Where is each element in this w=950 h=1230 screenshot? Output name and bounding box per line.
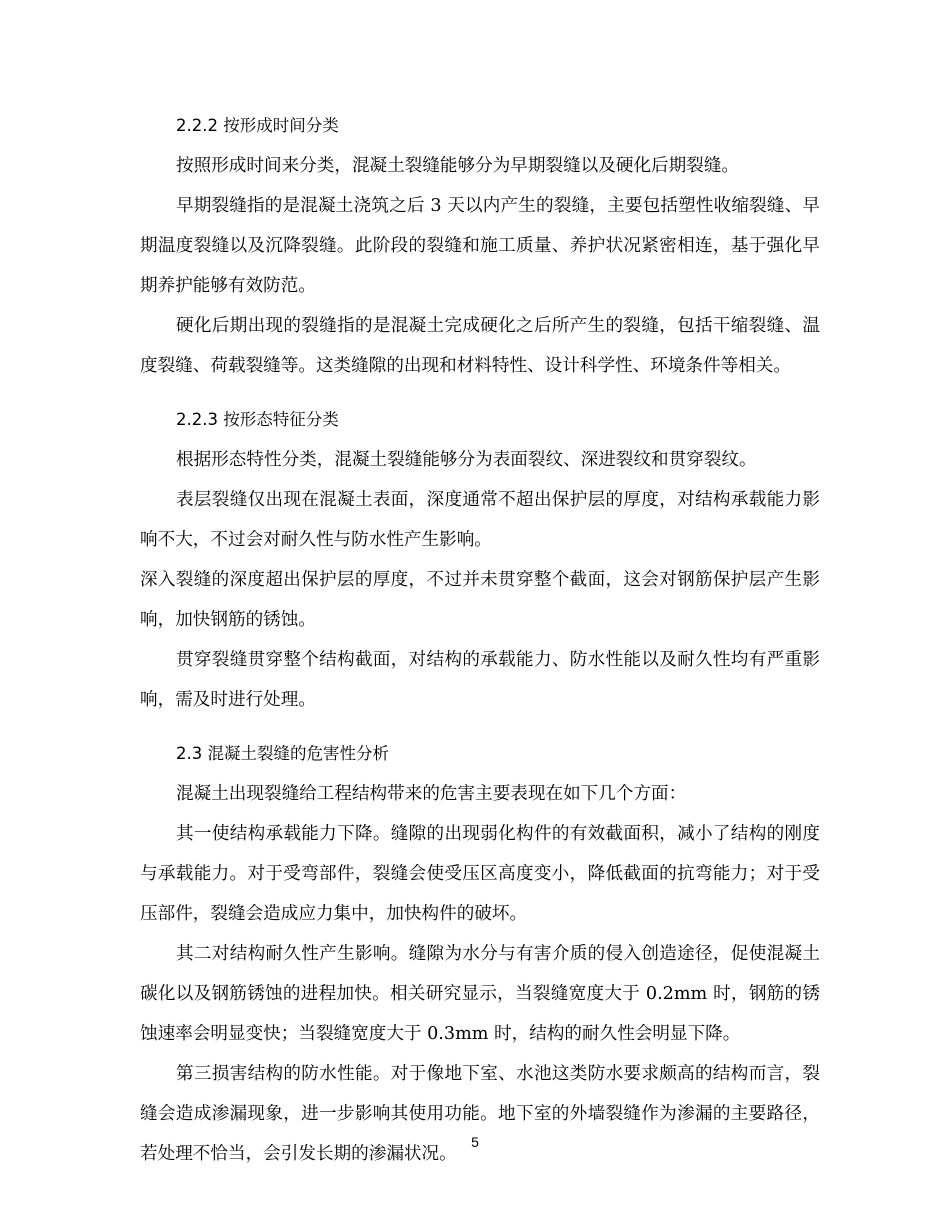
paragraph: 根据形态特性分类，混凝土裂缝能够分为表面裂纹、深进裂纹和贯穿裂纹。 xyxy=(176,450,757,470)
paragraph: 其一使结构承载能力下降。缝隙的出现弱化构件的有效截面积，减小了结构的刚度与承载能力。对于受弯部件，裂缝会使受压区高度变小，降低截面的抗弯能力；对于受压部件，裂缝会造成应力集中，加快构件的破坏。 xyxy=(140,824,820,924)
section-heading-2-2-3: 2.2.3 按形态特征分类 xyxy=(176,410,339,429)
paragraph: 第三损害结构的防水性能。对于像地下室、水池这类防水要求颇高的结构而言，裂缝会造成渗漏现象，进一步影响其使用功能。地下室的外墙裂缝作为渗漏的主要路径，若处理不恰当，会引发长期的渗漏状况。 xyxy=(140,1064,820,1164)
paragraph: 早期裂缝指的是混凝土浇筑之后 3 天以内产生的裂缝，主要包括塑性收缩裂缝、早期温度裂缝以及沉降裂缝。此阶段的裂缝和施工质量、养护状况紧密相连，基于强化早期养护能够有效防范。 xyxy=(140,196,820,296)
paragraph: 混凝土出现裂缝给工程结构带来的危害主要表现在如下几个方面： xyxy=(176,784,687,804)
section-heading-2-2-2: 2.2.2 按形成时间分类 xyxy=(176,116,339,135)
paragraph: 表层裂缝仅出现在混凝土表面，深度通常不超出保护层的厚度，对结构承载能力影响不大，不过会对耐久性与防水性产生影响。 xyxy=(140,490,820,550)
paragraph: 按照形成时间来分类，混凝土裂缝能够分为早期裂缝以及硬化后期裂缝。 xyxy=(176,156,740,176)
paragraph: 深入裂缝的深度超出保护层的厚度，不过并未贯穿整个截面，这会对钢筋保护层产生影响，加快钢筋的锈蚀。 xyxy=(140,570,820,630)
section-heading-2-3: 2.3 混凝土裂缝的危害性分析 xyxy=(176,744,389,763)
paragraph: 贯穿裂缝贯穿整个结构截面，对结构的承载能力、防水性能以及耐久性均有严重影响，需及时进行处理。 xyxy=(140,650,820,710)
page-number: 5 xyxy=(471,1134,479,1150)
paragraph: 其二对结构耐久性产生影响。缝隙为水分与有害介质的侵入创造途径，促使混凝土碳化以及钢筋锈蚀的进程加快。相关研究显示，当裂缝宽度大于 0.2mm 时，钢筋的锈蚀速率会明显变快；当裂缝宽度大于 0.3mm 时，结构的耐久性会明显下降。 xyxy=(140,944,820,1044)
paragraph: 硬化后期出现的裂缝指的是混凝土完成硬化之后所产生的裂缝，包括干缩裂缝、温度裂缝、荷载裂缝等。这类缝隙的出现和材料特性、设计科学性、环境条件等相关。 xyxy=(140,316,820,376)
page-body xyxy=(140,106,820,1174)
